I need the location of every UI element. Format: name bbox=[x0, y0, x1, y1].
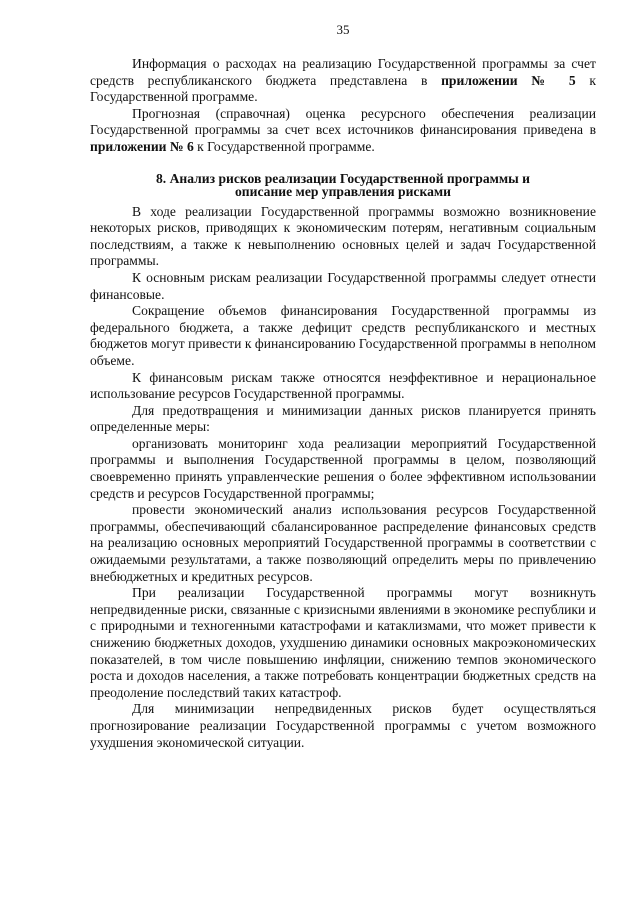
paragraph-text: к Государственной программе. bbox=[193, 138, 375, 154]
page-number: 35 bbox=[336, 22, 350, 37]
paragraph-resource-estimate bbox=[90, 106, 596, 156]
body-paragraph: Для минимизации непредвиденных рисков будет осуществляться прогнозирование реализации Государственной программы с учетом возможного ухудшения экономической ситуации. bbox=[90, 701, 596, 750]
body-paragraph: Сокращение объемов финансирования Государственной программы из федерального бюджета, а также дефицит средств республиканского и местных бюджетов могут привести к финансированию Государственной программы в неполном объеме. bbox=[90, 303, 596, 368]
section-heading-line: описание мер управления рисками bbox=[235, 183, 451, 199]
paragraph-text: к Государственной программе. bbox=[90, 72, 597, 105]
body-paragraph: При реализации Государственной программы могут возникнуть непредвиденные риски, связанные с кризисными явлениями в экономике республики и с природными и техногенными катастрофами и катаклизмами, что может привести к снижению бюджетных доходов, ухудшению динамики основных макроэкономических показателей, в том числе повышению инфляции, снижению темпов экономического роста и доходов населения, а также потребовать концентрации бюджетных средств на преодоление последствий таких катастроф. bbox=[90, 585, 596, 700]
paragraph-expenses-info bbox=[90, 56, 596, 106]
body-paragraph: К финансовым рискам также относятся неэффективное и нерациональное использование ресурсов Государственной программы. bbox=[90, 369, 596, 402]
paragraph-text: Прогнозная (справочная) оценка ресурсного обеспечения реализации Государственной программы за счет всех источников финансирования приведена в bbox=[90, 105, 596, 138]
body-paragraph: В ходе реализации Государственной программы возможно возникновение некоторых рисков, приводящих к экономическим потерям, негативным социальным последствиям, а также к невыполнению основных целей и задач Государственной программы. bbox=[90, 203, 596, 269]
list-item-measure: провести экономический анализ использования ресурсов Государственной программы, обеспечивающий сбалансированное распределение финансовых средств на реализацию основных мероприятий Государственной программы в соответствии с ожидаемыми результатами, а также позволяющий определить меры по привлечению внебюджетных и кредитных ресурсов. bbox=[90, 502, 596, 584]
appendix-reference: приложении № 5 bbox=[441, 72, 576, 88]
body-paragraph: К основным рискам реализации Государственной программы следует отнести финансовые. bbox=[90, 269, 596, 302]
body-paragraph: Для предотвращения и минимизации данных рисков планируется принять определенные меры: bbox=[90, 402, 596, 435]
paragraph-text: Информация о расходах на реализацию Государственной программы за счет средств республиканского бюджета представлена в bbox=[90, 56, 596, 88]
section-heading-line: 8. Анализ рисков реализации Государственной программы и bbox=[155, 170, 531, 186]
section-heading bbox=[90, 172, 596, 198]
list-item-measure: организовать мониторинг хода реализации мероприятий Государственной программы и выполнения Государственной программы в целом, позволяющий своевременно принять управленческие решения о более эффективном использовании средств и ресурсов Государственной программы; bbox=[90, 435, 596, 501]
appendix-reference: приложении № 6 bbox=[90, 138, 194, 154]
